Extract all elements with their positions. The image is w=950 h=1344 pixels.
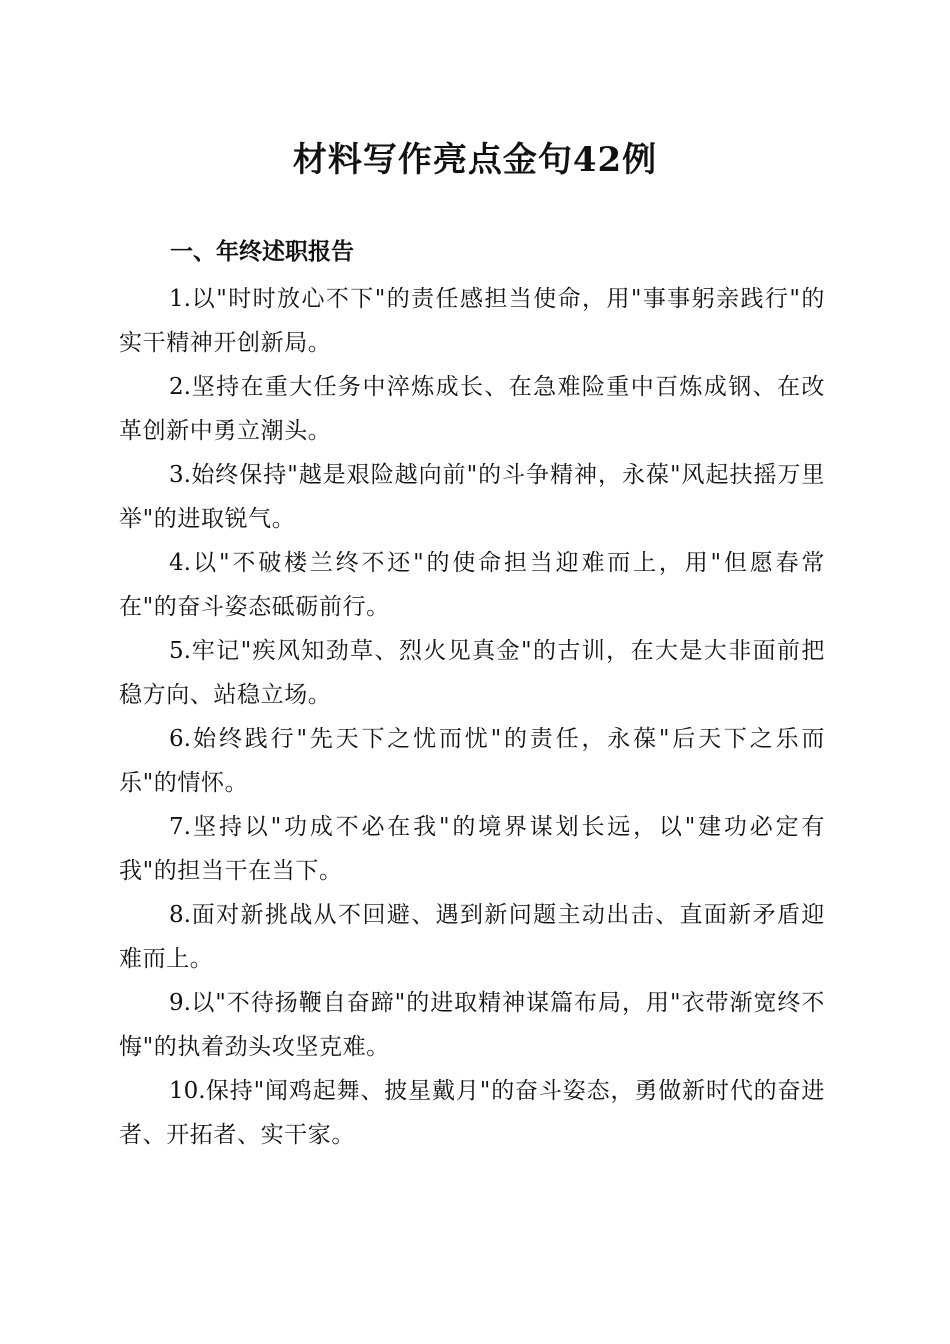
item-number: 9. bbox=[169, 990, 191, 1016]
item-number: 8. bbox=[169, 902, 191, 928]
list-item bbox=[119, 1069, 825, 1157]
item-number: 5. bbox=[169, 638, 191, 664]
list-item bbox=[119, 717, 825, 805]
item-text: 坚持以"功成不必在我"的境界谋划长远，以"建功必定有我"的担当干在当下。 bbox=[119, 814, 825, 884]
item-number: 7. bbox=[169, 814, 191, 840]
list-item bbox=[119, 365, 825, 453]
item-text: 坚持在重大任务中淬炼成长、在急难险重中百炼成钢、在改革创新中勇立潮头。 bbox=[119, 374, 825, 444]
item-text: 以"不待扬鞭自奋蹄"的进取精神谋篇布局，用"衣带渐宽终不悔"的执着劲头攻坚克难。 bbox=[119, 990, 825, 1060]
list-item bbox=[119, 629, 825, 717]
item-text: 面对新挑战从不回避、遇到新问题主动出击、直面新矛盾迎难而上。 bbox=[119, 902, 825, 972]
list-item bbox=[119, 805, 825, 893]
item-text: 以"时时放心不下"的责任感担当使命，用"事事躬亲践行"的实干精神开创新局。 bbox=[119, 286, 825, 356]
item-number: 1. bbox=[169, 286, 191, 312]
item-number: 10. bbox=[169, 1078, 206, 1104]
list-item bbox=[119, 893, 825, 981]
item-list bbox=[119, 277, 825, 1157]
item-number: 3. bbox=[169, 462, 191, 488]
item-text: 保持"闻鸡起舞、披星戴月"的奋斗姿态，勇做新时代的奋进者、开拓者、实干家。 bbox=[119, 1078, 825, 1148]
item-text: 以"不破楼兰终不还"的使命担当迎难而上，用"但愿春常在"的奋斗姿态砥砺前行。 bbox=[119, 550, 825, 620]
item-text: 始终保持"越是艰险越向前"的斗争精神，永葆"风起扶摇万里举"的进取锐气。 bbox=[119, 462, 825, 532]
list-item bbox=[119, 453, 825, 541]
section-heading: 一、年终述职报告 bbox=[170, 239, 354, 265]
list-item bbox=[119, 277, 825, 365]
item-number: 4. bbox=[169, 550, 191, 576]
item-text: 牢记"疾风知劲草、烈火见真金"的古训，在大是大非面前把稳方向、站稳立场。 bbox=[119, 638, 825, 708]
item-text: 始终践行"先天下之忧而忧"的责任，永葆"后天下之乐而乐"的情怀。 bbox=[119, 726, 825, 796]
item-number: 6. bbox=[169, 726, 191, 752]
item-number: 2. bbox=[169, 374, 191, 400]
list-item bbox=[119, 981, 825, 1069]
document-title: 材料写作亮点金句42例 bbox=[292, 140, 658, 180]
list-item bbox=[119, 541, 825, 629]
